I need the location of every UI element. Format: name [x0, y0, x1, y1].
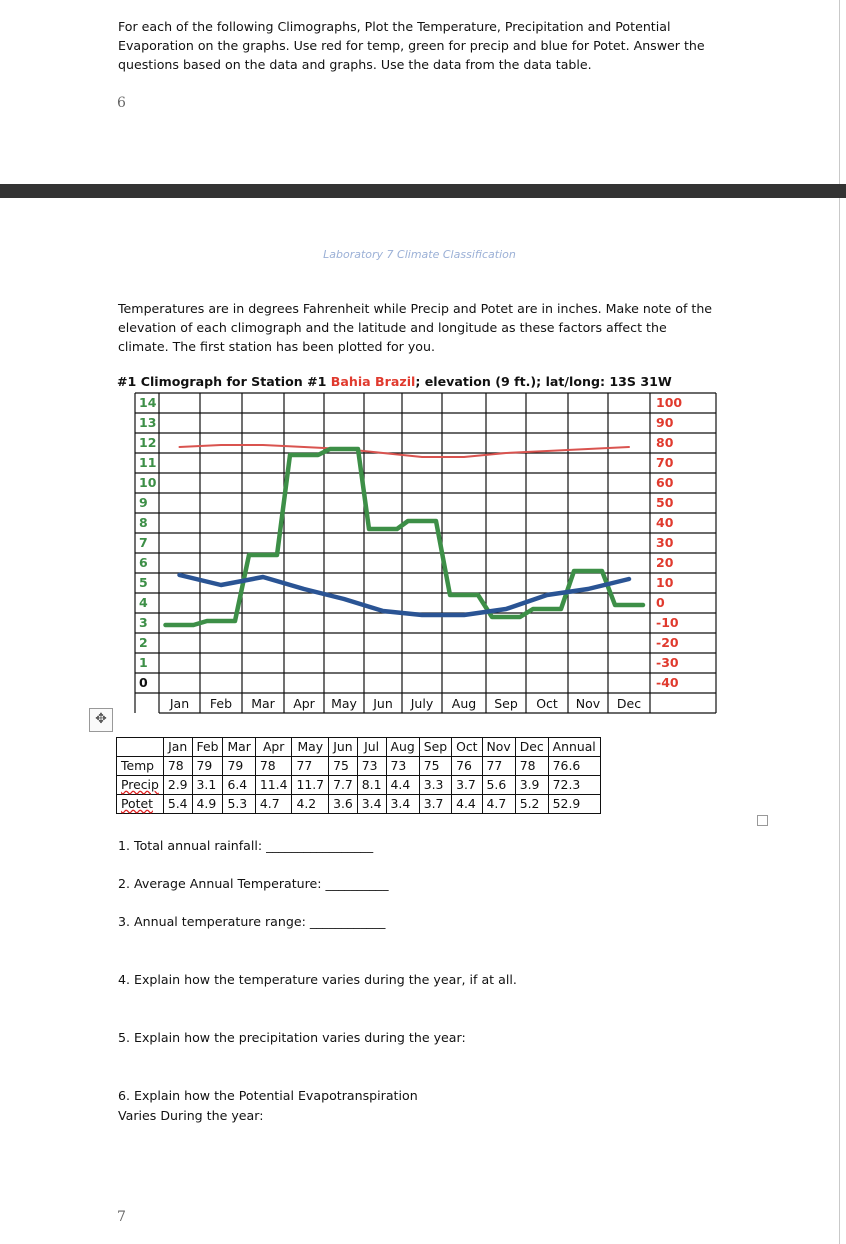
table-cell: 4.9	[192, 795, 223, 814]
month-label: Apr	[293, 696, 315, 711]
month-label: Oct	[536, 696, 558, 711]
table-cell: 52.9	[548, 795, 600, 814]
data-table	[116, 737, 601, 814]
table-cell: 3.4	[386, 795, 419, 814]
left-axis-tick: 6	[139, 555, 148, 570]
table-cell: 8.1	[357, 776, 386, 795]
right-axis-tick: -40	[656, 675, 679, 690]
table-cell: 73	[357, 757, 386, 776]
right-axis-tick: -30	[656, 655, 679, 670]
table-cell: 3.7	[452, 776, 482, 795]
right-axis-tick: 70	[656, 455, 674, 470]
table-cell: 5.2	[515, 795, 548, 814]
table-cell: 77	[292, 757, 329, 776]
right-axis-tick: 50	[656, 495, 674, 510]
resize-handle-icon[interactable]	[757, 815, 768, 826]
question-3: 3. Annual temperature range: ____________	[118, 914, 386, 929]
left-axis-tick: 7	[139, 535, 148, 550]
intro-text: Temperatures are in degrees Fahrenheit while Precip and Potet are in inches. Make note of the elevation of each climograph and the latitude and longitude as these factors affect the climate. The first station has been plotted for you.	[118, 301, 713, 354]
table-header-cell: Feb	[192, 738, 223, 757]
month-label: Dec	[616, 696, 642, 711]
table-row-label: Temp	[117, 757, 164, 776]
series-line-precip	[166, 449, 644, 625]
month-label: Nov	[575, 696, 601, 711]
right-axis-tick: -10	[656, 615, 679, 630]
question-6-line2: Varies During the year:	[118, 1108, 264, 1123]
left-axis-tick: 13	[139, 415, 157, 430]
month-label: Jun	[373, 696, 393, 711]
right-axis-tick: 90	[656, 415, 674, 430]
table-header-cell: Aug	[386, 738, 419, 757]
table-cell: 75	[329, 757, 358, 776]
left-axis-tick: 5	[139, 575, 148, 590]
table-cell: 75	[419, 757, 451, 776]
table-cell: 4.4	[452, 795, 482, 814]
month-label: Sep	[494, 696, 518, 711]
month-label: Jan	[169, 696, 190, 711]
table-cell: 3.6	[329, 795, 358, 814]
table-cell: 4.2	[292, 795, 329, 814]
table-header-row	[117, 738, 601, 757]
right-axis-tick: 0	[656, 595, 665, 610]
table-row	[117, 776, 601, 795]
right-axis-tick: 20	[656, 555, 674, 570]
left-axis-tick: 8	[139, 515, 148, 530]
chart-title-station: Bahia Brazil	[330, 374, 416, 389]
table-cell: 3.9	[515, 776, 548, 795]
table-cell: 5.4	[163, 795, 192, 814]
table-header-cell	[117, 738, 164, 757]
table-header-cell: Annual	[548, 738, 600, 757]
right-axis-tick: 40	[656, 515, 674, 530]
table-header-cell: Nov	[482, 738, 515, 757]
table-cell: 79	[192, 757, 223, 776]
instructions-text: For each of the following Climographs, Plot the Temperature, Precipitation and Potential Evaporation on the graphs. Use red for temp, green for precip and blue for Potet. Answer the questions based on the data and graphs. Use the data from the data table.	[118, 19, 705, 72]
month-label: Aug	[451, 696, 477, 711]
left-axis-tick: 12	[139, 435, 157, 450]
month-label: Feb	[209, 696, 233, 711]
table-cell: 4.7	[255, 795, 292, 814]
left-axis-tick: 9	[139, 495, 148, 510]
left-axis-tick: 4	[139, 595, 148, 610]
left-axis-tick: 0	[139, 675, 148, 690]
table-cell: 11.7	[292, 776, 329, 795]
table-row	[117, 795, 601, 814]
table-cell: 4.4	[386, 776, 419, 795]
page-7	[0, 198, 840, 1244]
table-header-cell: Mar	[223, 738, 255, 757]
left-axis-tick: 1	[139, 655, 148, 670]
table-cell: 3.7	[419, 795, 451, 814]
right-axis-tick: 10	[656, 575, 674, 590]
table-cell: 76	[452, 757, 482, 776]
table-header-cell: May	[292, 738, 329, 757]
climograph-chart	[0, 198, 839, 718]
table-header-cell: Jun	[329, 738, 358, 757]
question-4: 4. Explain how the temperature varies during the year, if at all.	[118, 972, 517, 987]
table-cell: 4.7	[482, 795, 515, 814]
table-cell: 72.3	[548, 776, 600, 795]
question-6-line1: 6. Explain how the Potential Evapotranspiration	[118, 1088, 418, 1103]
table-cell: 3.3	[419, 776, 451, 795]
month-label: May	[331, 696, 357, 711]
right-axis-tick: 100	[656, 395, 683, 410]
month-label: Mar	[251, 696, 275, 711]
page-header: Laboratory 7 Climate Classification	[323, 248, 516, 261]
chart-title-suffix: ; elevation (9 ft.); lat/long: 13S 31W	[415, 374, 672, 389]
table-cell: 78	[255, 757, 292, 776]
left-axis-tick: 10	[139, 475, 157, 490]
table-header-cell: Jul	[357, 738, 386, 757]
table-cell: 5.3	[223, 795, 255, 814]
right-axis-tick: 80	[656, 435, 674, 450]
table-row	[117, 757, 601, 776]
table-cell: 78	[163, 757, 192, 776]
table-cell: 78	[515, 757, 548, 776]
table-cell: 76.6	[548, 757, 600, 776]
table-cell: 6.4	[223, 776, 255, 795]
table-header-cell: Sep	[419, 738, 451, 757]
left-axis-tick: 2	[139, 635, 148, 650]
left-axis-tick: 11	[139, 455, 157, 470]
table-header-cell: Jan	[163, 738, 192, 757]
table-row-label: Potet	[117, 795, 164, 814]
table-cell: 2.9	[163, 776, 192, 795]
table-cell: 73	[386, 757, 419, 776]
chart-title-prefix: #1 Climograph for Station #1	[117, 374, 331, 389]
page-number-6: 6	[117, 95, 126, 111]
move-handle-icon[interactable]: ✥	[89, 708, 113, 732]
table-cell: 5.6	[482, 776, 515, 795]
page-6	[0, 0, 840, 184]
right-axis-tick: 30	[656, 535, 674, 550]
page-number-7: 7	[117, 1209, 126, 1225]
question-2: 2. Average Annual Temperature: __________	[118, 876, 389, 891]
table-cell: 7.7	[329, 776, 358, 795]
table-cell: 11.4	[255, 776, 292, 795]
table-cell: 3.1	[192, 776, 223, 795]
question-5: 5. Explain how the precipitation varies during the year:	[118, 1030, 466, 1045]
table-cell: 79	[223, 757, 255, 776]
left-axis-tick: 14	[139, 395, 157, 410]
month-label: July	[410, 696, 434, 711]
page-gap	[0, 184, 846, 198]
question-1: 1. Total annual rainfall: _________________	[118, 838, 374, 853]
table-header-cell: Dec	[515, 738, 548, 757]
table-row-label: Precip	[117, 776, 164, 795]
table-cell: 3.4	[357, 795, 386, 814]
right-axis-tick: -20	[656, 635, 679, 650]
right-axis-tick: 60	[656, 475, 674, 490]
table-header-cell: Apr	[255, 738, 292, 757]
series-line-temp	[180, 445, 630, 457]
left-axis-tick: 3	[139, 615, 148, 630]
table-cell: 77	[482, 757, 515, 776]
table-header-cell: Oct	[452, 738, 482, 757]
